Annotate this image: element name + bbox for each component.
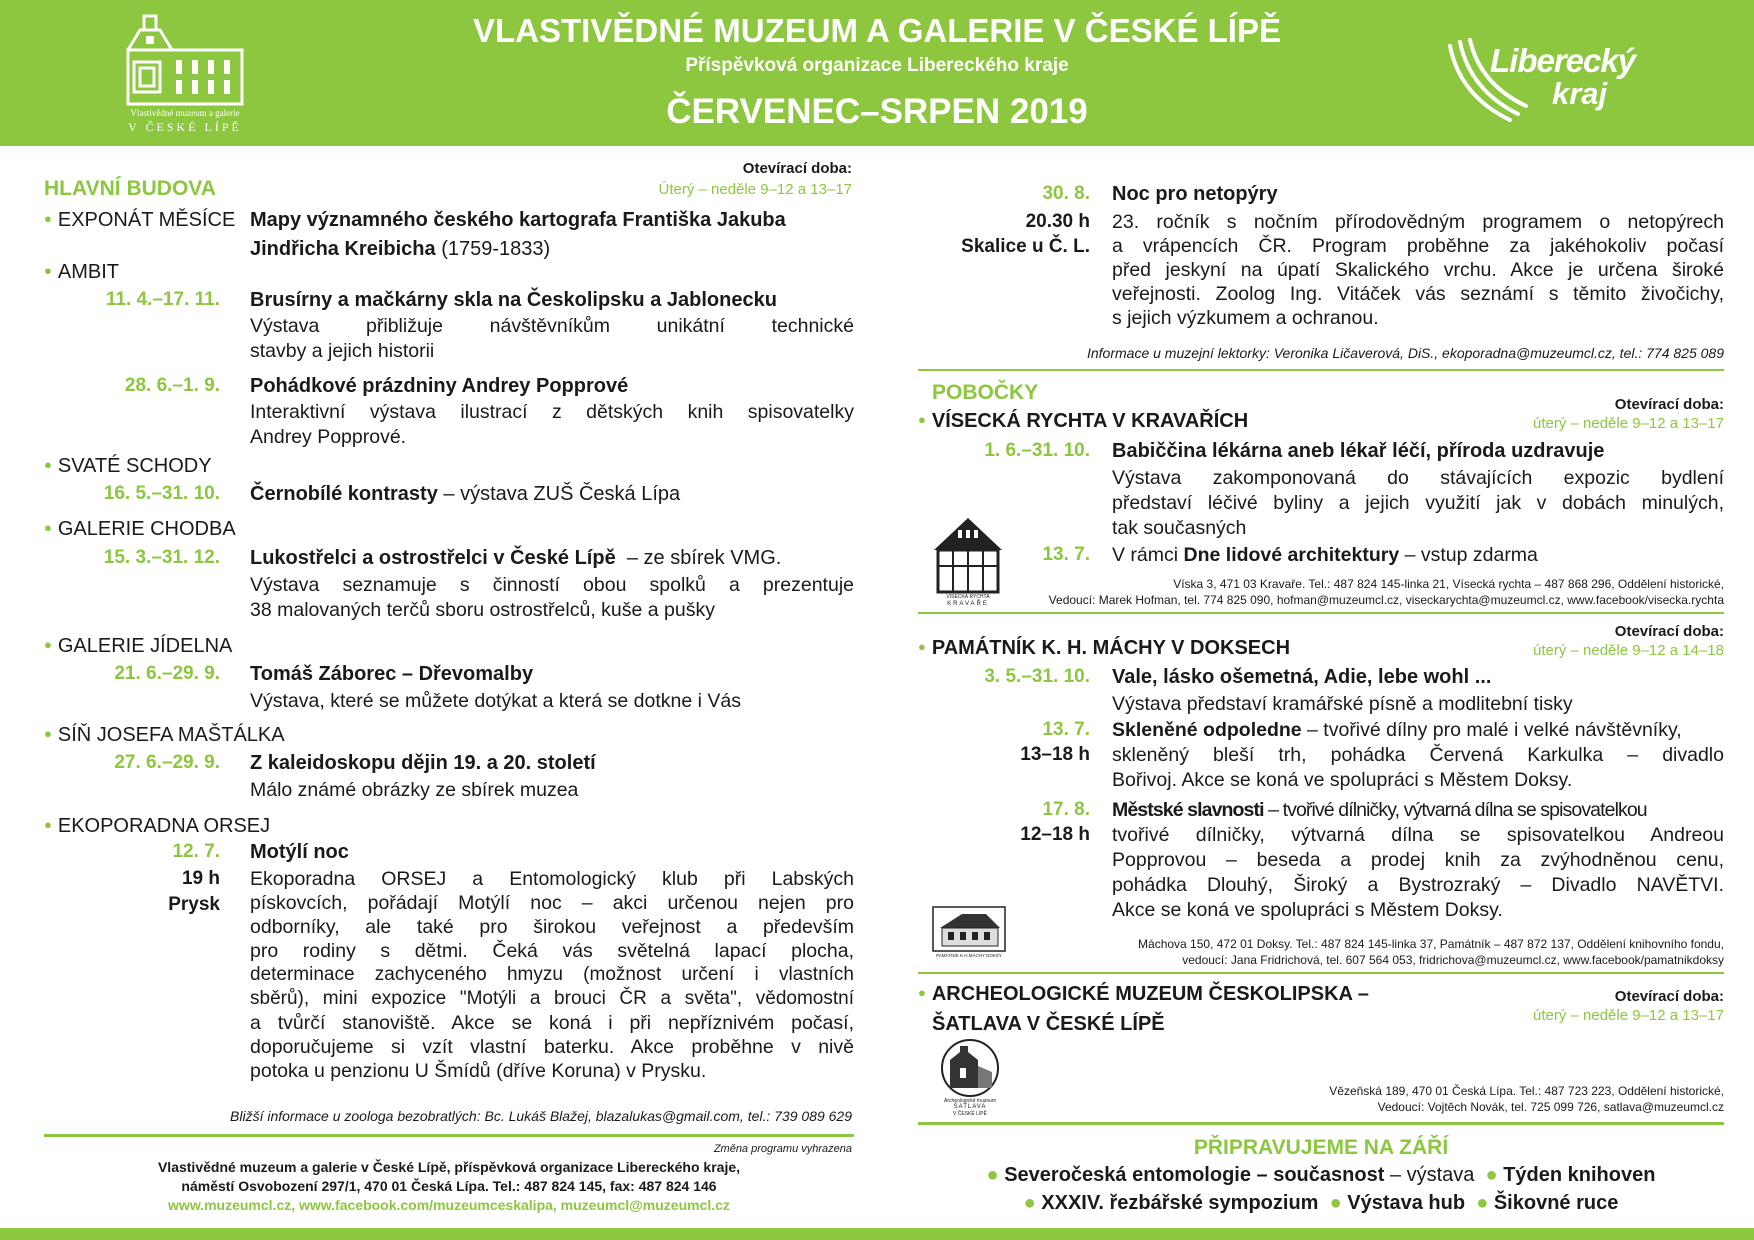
bats-desc-line: a vrápencích ČR. Program proběhne za jakéhokoliv počasí <box>1112 235 1724 257</box>
bullet-icon: ● <box>1023 1192 1036 1214</box>
left-footer-rule <box>44 1134 854 1137</box>
chodba-label: ● GALERIE CHODBA <box>44 518 236 541</box>
schody-date: 16. 5.–31. 10. <box>103 483 220 504</box>
macha-ev2-title: Skleněné odpoledne <box>1112 719 1302 741</box>
macha-address-1: Máchova 150, 472 01 Doksy. Tel.: 487 824 145-linka 37, Památník – 487 872 137, Oddělení knihovního fondu, <box>1138 937 1724 951</box>
liberecky-kraj-logo <box>1440 36 1640 126</box>
chodba-desc-1: Výstava seznamuje s činností obou spolků a prezentuje <box>250 574 854 596</box>
orsej-desc-line: a tvůrčí stanoviště. Akce se koná i při nepříznivém počasí, <box>250 1012 854 1034</box>
rychta-opening-hours: úterý – neděle 9–12 a 13–17 <box>1533 415 1724 432</box>
header-banner <box>0 0 1754 146</box>
bats-desc-line: před jeskyní na úpatí Skalického vrchu. Akce je určena široké <box>1112 259 1724 281</box>
upcoming-4: Výstava hub <box>1347 1192 1466 1214</box>
bats-time: 20.30 h <box>1025 211 1090 232</box>
macha-ev3-desc-4: Akce se koná ve spolupráci s Městem Doksy. <box>1112 899 1503 921</box>
right-rule-2 <box>918 612 1724 614</box>
rychta-logo-caption-1: VÍSECKÁ RYCHTA <box>946 594 990 600</box>
rychta-ev1-date: 1. 6.–31. 10. <box>984 440 1090 461</box>
bats-desc-line: s jejich výzkumem a ochranou. <box>1112 307 1379 329</box>
macha-ev3-headline <box>1112 798 1647 822</box>
macha-ev1-desc: Výstava představí kramářské písně a modlitební tisky <box>1112 693 1573 715</box>
orsej-desc-line: sběrů), mini expozice "Motýli a brouci ČR a světa", vědomostní <box>250 988 854 1009</box>
ambit-1-title: Brusírny a mačkárny skla na Českolipsku a Jablonecku <box>250 289 777 311</box>
main-opening-hours: Úterý – neděle 9–12 a 13–17 <box>658 181 852 198</box>
footer-line-2: náměstí Osvobození 297/1, 470 01 Česká Lípa. Tel.: 487 824 145, fax: 487 824 146 <box>181 1178 717 1194</box>
jidelna-date: 21. 6.–29. 9. <box>114 663 220 684</box>
satlava-title-1: ● ARCHEOLOGICKÉ MUZEUM ČESKOLIPSKA – <box>918 983 1369 1006</box>
chodba-title-text: Lukostřelci a ostrostřelci v České Lípě <box>250 547 616 569</box>
orsej-time: 19 h <box>181 868 220 889</box>
footer-line-3[interactable]: www.muzeumcl.cz, www.facebook.com/muzeumceskalipa, muzeumcl@muzeumcl.cz <box>168 1197 730 1213</box>
chodba-desc-2: 38 malovaných terčů sboru ostrostřelců, kuše a pušky <box>250 599 715 621</box>
bullet-icon: ● <box>1476 1192 1489 1214</box>
macha-title: ● PAMÁTNÍK K. H. MÁCHY V DOKSECH <box>918 637 1290 660</box>
macha-ev2-date: 13. 7. <box>1042 719 1090 740</box>
jidelna-title: Tomáš Záborec – Dřevomalby <box>250 663 534 685</box>
ambit-2-title: Pohádkové prázdniny Andrey Popprové <box>250 375 629 397</box>
bats-place: Skalice u Č. L. <box>961 236 1090 257</box>
rychta-address-2: Vedoucí: Marek Hofman, tel. 774 825 090, hofman@muzeumcl.cz, viseckarychta@muzeumcl.cz, www.facebook/visecka.rychta <box>1048 593 1724 607</box>
macha-ev3-desc-3: pohádka Dlouhý, Široký a Bystrozraký – Divadlo NAVĚTVI. <box>1112 874 1724 896</box>
orsej-desc-line: pro rodiny s dětmi. Čeká vás světelná lapací plocha, <box>250 940 854 962</box>
exponat-title-2-text: Jindřicha Kreibicha <box>250 238 436 260</box>
satlava-logo-caption-3: V ČESKÉ LÍPĚ <box>953 1111 987 1117</box>
macha-opening-label: Otevírací doba: <box>1614 623 1724 640</box>
satlava-opening-label: Otevírací doba: <box>1614 988 1724 1005</box>
sin-desc: Málo známé obrázky ze sbírek muzea <box>250 779 579 801</box>
orsej-desc-line: determinace zachyceného hmyzu (možnost určení i vlastních <box>250 964 854 985</box>
bats-desc-line: veřejnosti. Zoolog Ing. Vitáček vás seznámí s těmito živočichy, <box>1112 283 1724 305</box>
museum-title: VLASTIVĚDNÉ MUZEUM A GALERIE V ČESKÉ LÍPĚ <box>473 12 1281 49</box>
ambit-2-date: 28. 6.–1. 9. <box>124 375 220 396</box>
orsej-info: Bližší informace u zoologa bezobratlých: Bc. Lukáš Blažej, blazalukas@gmail.com, tel.: 739 089 629 <box>230 1108 852 1124</box>
bats-description <box>1112 210 1724 330</box>
upcoming-title: PŘIPRAVUJEME NA ZÁŘÍ <box>1193 1136 1449 1159</box>
ambit-1-desc-1: Výstava přibližuje návštěvníkům unikátní technické <box>250 315 854 337</box>
schody-title-text: Černobílé kontrasty <box>250 483 438 505</box>
right-rule-3 <box>918 972 1724 974</box>
rychta-address-1: Víska 3, 471 03 Kravaře. Tel.: 487 824 145-linka 21, Vísecká rychta – 487 868 296, Oddělení historické, <box>1173 577 1724 591</box>
chodba-date: 15. 3.–31. 12. <box>103 547 220 568</box>
rychta-ev1-desc-2: představí léčivé byliny a jejich využití jak v dobách minulých, <box>1112 492 1724 514</box>
macha-ev3-desc-2: Popprovou – beseda a prodej knih za zvýhodněnou cenu, <box>1112 849 1724 871</box>
upcoming-row-2 <box>918 1192 1724 1215</box>
chodba-title <box>250 547 781 570</box>
footer-line-1: Vlastivědné muzeum a galerie v České Lípě, příspěvková organizace Libereckého kraje, <box>157 1159 741 1175</box>
ambit-2-desc-1: Interaktivní výstava ilustrací z dětských knih spisovatelky <box>250 401 854 423</box>
orsej-description <box>250 867 854 1083</box>
macha-ev3-title: Městské slavnosti <box>1112 799 1264 821</box>
main-building-title: HLAVNÍ BUDOVA <box>44 177 216 200</box>
rychta-ev2-date: 13. 7. <box>1042 544 1090 565</box>
macha-ev2-desc-2: Bořivoj. Akce se koná ve spolupráci s Městem Doksy. <box>1112 769 1573 791</box>
sin-title: Z kaleidoskopu dějin 19. a 20. století <box>250 752 596 774</box>
rychta-logo-caption-2: KRAVAŘE <box>947 601 989 607</box>
orsej-desc-line: potoka u penzionu U Šmídů (dříve Koruna) v Prysku. <box>250 1060 707 1082</box>
right-rule-4 <box>918 1122 1724 1125</box>
satlava-opening-hours: úterý – neděle 9–12 a 13–17 <box>1533 1007 1724 1024</box>
bats-title: Noc pro netopýry <box>1112 183 1278 205</box>
timbered-house-icon <box>930 516 1006 594</box>
macha-ev3-time: 12–18 h <box>1020 824 1090 845</box>
museum-logo-caption-2: V ČESKÉ LÍPĚ <box>128 120 242 134</box>
rychta-ev2-post: – vstup zdarma <box>1399 544 1538 566</box>
branches-title: POBOČKY <box>932 381 1039 404</box>
upcoming-1-bold: Severočeská entomologie – současnost <box>1004 1164 1385 1186</box>
sin-label: ● SÍŇ JOSEFA MAŠTÁLKA <box>44 724 285 747</box>
footer-band <box>0 1228 1754 1240</box>
bullet-icon: ● <box>1329 1192 1342 1214</box>
jidelna-label: ● GALERIE JÍDELNA <box>44 635 232 658</box>
memorial-house-icon <box>932 906 1006 952</box>
satlava-tower-icon <box>930 1036 1010 1098</box>
exponat-years: (1759-1833) <box>441 238 551 260</box>
ambit-label: ● AMBIT <box>44 261 119 284</box>
rychta-ev1-title: Babiččina lékárna aneb lékař léčí, příroda uzdravuje <box>1112 440 1605 462</box>
upcoming-3: XXXIV. řezbářské sympozium <box>1041 1192 1319 1214</box>
macha-ev3-rest: – tvořivé dílničky, výtvarná dílna se spisovatelkou <box>1263 799 1647 821</box>
ambit-1-date: 11. 4.–17. 11. <box>105 289 220 310</box>
macha-ev3-desc-1: tvořivé dílničky, výtvarná dílna se spisovatelkou Andreou <box>1112 824 1724 846</box>
upcoming-5: Šikovné ruce <box>1493 1192 1619 1214</box>
region-logo-text-1: Liberecký <box>1490 42 1636 79</box>
upcoming-row-1 <box>918 1164 1724 1187</box>
schody-label: ● SVATÉ SCHODY <box>44 455 212 478</box>
upcoming-1-rest: – výstava <box>1384 1164 1475 1186</box>
program-period: ČERVENEC–SRPEN 2019 <box>666 92 1088 131</box>
macha-ev1-date: 3. 5.–31. 10. <box>984 666 1090 687</box>
rychta-ev2-bold: Dne lidové architektury <box>1183 544 1400 566</box>
right-rule-1 <box>918 369 1724 371</box>
bullet-icon: ● <box>1485 1164 1498 1186</box>
orsej-desc-line: Ekoporadna ORSEJ a Entomologický klub při Labských <box>250 868 854 890</box>
orsej-title: Motýlí noc <box>250 841 349 863</box>
orsej-desc-line: doporučujeme si vzít vlastní baterku. Akce proběhne v nivě <box>250 1036 854 1058</box>
macha-ev2-headline <box>1112 718 1682 742</box>
macha-logo-caption: PAMÁTNÍK K.H.MÁCHY DOKSY <box>936 953 1002 958</box>
rychta-logo <box>930 516 1006 608</box>
exponat-title-2 <box>250 238 550 261</box>
change-note: Změna programu vyhrazena <box>713 1143 852 1155</box>
rychta-ev2-pre: V rámci <box>1112 544 1184 566</box>
rychta-ev1-desc-1: Výstava zakomponovaná do stávajících expozic bydlení <box>1112 467 1724 489</box>
satlava-address-1: Vězeňská 189, 470 01 Česká Lípa. Tel.: 487 723 223, Oddělení historické, <box>1329 1084 1724 1098</box>
macha-ev2-time: 13–18 h <box>1020 744 1090 765</box>
museum-subtitle: Příspěvková organizace Libereckého kraje <box>685 55 1069 76</box>
main-opening-label: Otevírací doba: <box>742 160 852 177</box>
rychta-ev1-desc-3: tak současných <box>1112 517 1247 539</box>
orsej-desc-line: odborníky, ale také pro širokou veřejnost a především <box>250 916 854 938</box>
ambit-2-desc-2: Andrey Popprové. <box>250 426 407 448</box>
satlava-logo-caption-2: ŠATLAVA <box>953 1104 987 1110</box>
macha-ev1-title: Vale, lásko ošemetná, Adie, lebe wohl ... <box>1112 666 1492 688</box>
rychta-title: ● VÍSECKÁ RYCHTA V KRAVAŘÍCH <box>918 410 1248 433</box>
museum-logo-caption-1: Vlastivědné muzeum a galerie <box>130 108 240 118</box>
exponat-title-1: Mapy významného českého kartografa Františka Jakuba <box>250 209 786 231</box>
schody-rest: – výstava ZUŠ Česká Lípa <box>443 483 681 505</box>
satlava-logo-caption-1: Archeologické muzeum <box>944 1098 996 1104</box>
bats-info: Informace u muzejní lektorky: Veronika Ličaverová, DiS., ekoporadna@muzeumcl.cz, tel.: 774 825 089 <box>1086 345 1724 361</box>
sin-date: 27. 6.–29. 9. <box>114 752 220 773</box>
upcoming-2: Týden knihoven <box>1503 1164 1656 1186</box>
orsej-date: 12. 7. <box>172 841 220 862</box>
satlava-logo <box>930 1036 1010 1116</box>
chodba-rest: – ze sbírek VMG. <box>626 547 782 569</box>
orsej-place: Prysk <box>168 894 220 915</box>
ambit-1-desc-2: stavby a jejich historii <box>250 340 435 362</box>
rychta-opening-label: Otevírací doba: <box>1614 396 1724 413</box>
bats-desc-line: 23. ročník s nočním přírodovědným programem o netopýrech <box>1112 211 1724 233</box>
macha-ev3-date: 17. 8. <box>1042 799 1090 820</box>
macha-opening-hours: úterý – neděle 9–12 a 14–18 <box>1533 642 1724 659</box>
macha-ev2-rest: – tvořivé dílny pro malé i velké návštěvníky, <box>1301 719 1682 741</box>
bullet-icon: ● <box>986 1164 999 1186</box>
jidelna-desc: Výstava, které se můžete dotýkat a která se dotkne i Vás <box>250 690 741 712</box>
schody-title <box>250 483 680 506</box>
orsej-desc-line: pískovcích, pořádají Motýlí noc – akci určenou nejen pro <box>250 892 854 914</box>
orsej-label: ● EKOPORADNA ORSEJ <box>44 815 270 838</box>
region-logo-text-2: kraj <box>1552 76 1608 111</box>
exponat-label: ● EXPONÁT MĚSÍCE <box>44 209 235 232</box>
rychta-ev2-text <box>1112 543 1538 567</box>
macha-address-2: vedoucí: Jana Fridrichová, tel. 607 564 053, fridrichova@muzeumcl.cz, www.facebook/pamatnikdoksy <box>1182 953 1724 967</box>
macha-logo <box>932 906 1006 960</box>
macha-ev2-desc-1: skleněný bleší trh, pohádka Červená Karkulka – divadlo <box>1112 744 1724 766</box>
satlava-address-2: Vedoucí: Vojtěch Novák, tel. 725 099 726, satlava@muzeumcl.cz <box>1377 1100 1724 1114</box>
satlava-title-2: ŠATLAVA V ČESKÉ LÍPĚ <box>932 1013 1165 1035</box>
bats-date: 30. 8. <box>1042 183 1090 204</box>
